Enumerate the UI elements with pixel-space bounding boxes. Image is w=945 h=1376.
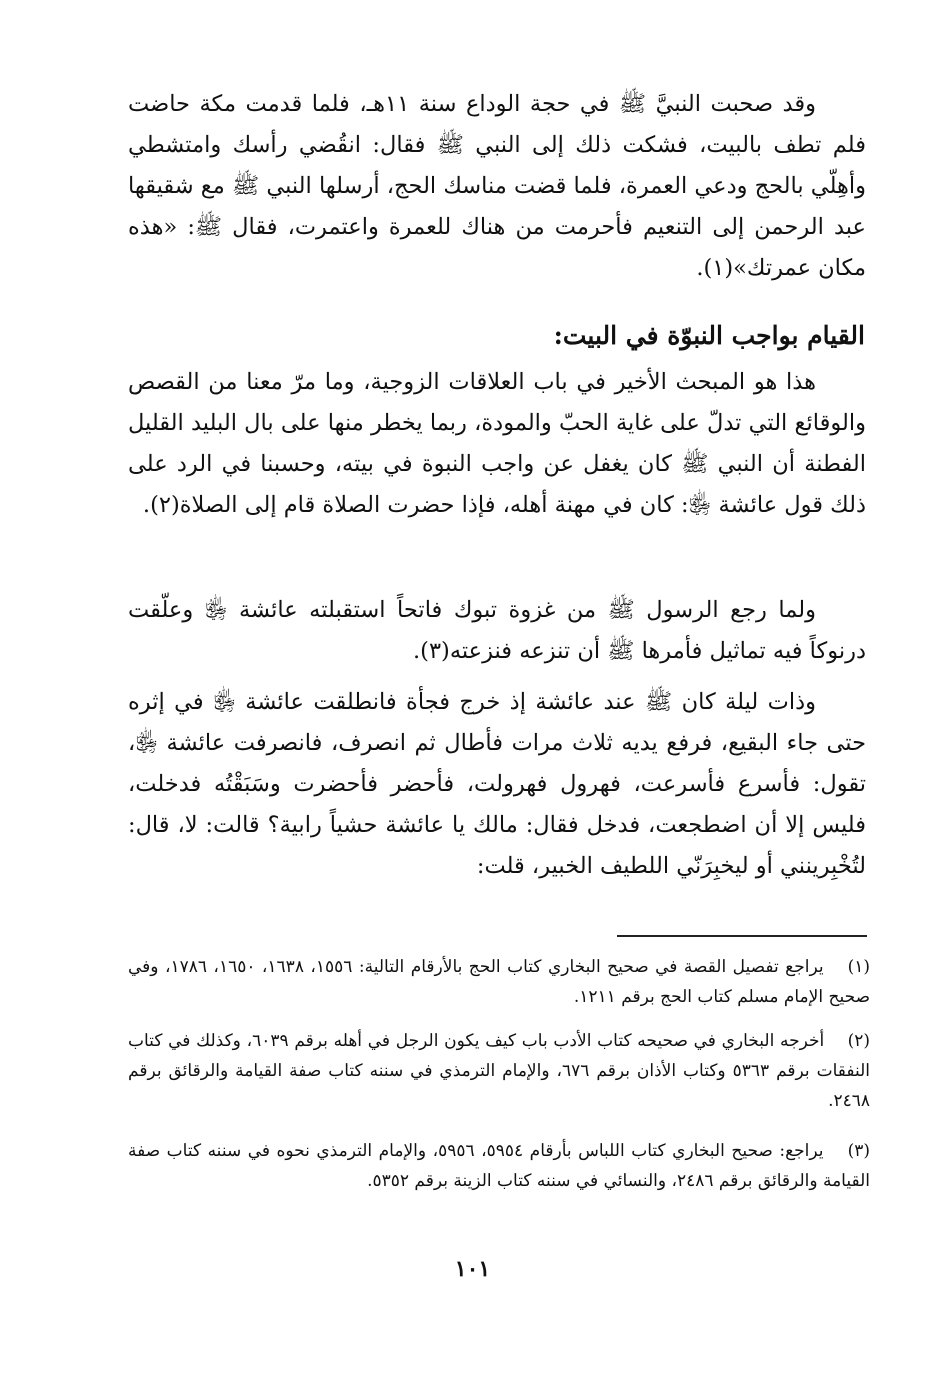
footnote-1 — [128, 952, 870, 1012]
footnote-2 — [128, 1026, 870, 1116]
paragraph-prophethood-duty: هذا هو المبحث الأخير في باب العلاقات الزوجية، وما مرّ معنا من القصص والوقائع التي تدلّ على غاية الحبّ والمودة، ربما يخطر منها على بال البليد القليل الفطنة أن النبي ﷺ كان يغفل عن واجب النبوة في بيته، وحسبنا في الرد على ذلك قول عائشة ﵂: كان في مهنة أهله، فإذا حضرت الصلاة قام إلى الصلاة(٢). — [128, 369, 866, 518]
footnote-number: (٣) — [847, 1141, 870, 1161]
footnote-number: (١) — [847, 957, 871, 977]
paragraph-baqi-night: وذات ليلة كان ﷺ عند عائشة إذ خرج فجأة فانطلقت عائشة ﵂ في إثره حتى جاء البقيع، فرفع يديه ثلاث مرات فأطال ثم انصرف، فانصرفت عائشة ﵂، تقول: فأسرع فأسرعت، فهرول فهرولت، فأحضر فأحضرت وسَبَقْتُه فدخلت، فليس إلا أن اضطجعت، فدخل فقال: مالك يا عائشة حشياً رابية؟ قالت: لا، قال: لتُخْبِرينني أو ليخبِرَنّي اللطيف الخبير، قلت: — [128, 689, 866, 879]
footnote-text: يراجع: صحيح البخاري كتاب اللباس بأرقام ٥٩٥٤، ٥٩٥٦، والإمام الترمذي نحوه في سننه كتاب صفة القيامة والرقائق برقم ٢٤٨٦، والنسائي في سننه كتاب الزينة برقم ٥٣٥٢. — [128, 1141, 870, 1191]
paragraph-hajj-story: وقد صحبت النبيَّ ﷺ في حجة الوداع سنة ١١هـ، فلما قدمت مكة حاضت فلم تطف بالبيت، فشكت ذلك إلى النبي ﷺ فقال: انقُضي رأسك وامتشطي وأهِلّي بالحج ودعي العمرة، فلما قضت مناسك الحج، أرسلها النبي ﷺ مع شقيقها عبد الرحمن إلى التنعيم فأحرمت من هناك للعمرة واعتمرت، فقال ﷺ: «هذه مكان عمرتك»(١). — [128, 91, 866, 281]
footnote-number: (٢) — [847, 1031, 870, 1051]
footnote-text: أخرجه البخاري في صحيحه كتاب الأدب باب كيف يكون الرجل في أهله برقم ٦٠٣٩، وكذلك في كتاب النفقات برقم ٥٣٦٣ وكتاب الأذان برقم ٦٧٦، والإمام الترمذي في سننه كتاب صفة القيامة والرقائق برقم ٢٤٦٨. — [128, 1031, 870, 1111]
paragraph-tabuk: ولما رجع الرسول ﷺ من غزوة تبوك فاتحاً استقبلته عائشة ﵂ وعلّقت درنوكاً فيه تماثيل فأمرها ﷺ أن تنزعه فنزعته(٣). — [128, 597, 866, 664]
footnote-3 — [128, 1136, 870, 1196]
footnote-divider — [617, 935, 867, 937]
page-number: ١٠١ — [454, 1256, 491, 1282]
footnote-text: يراجع تفصيل القصة في صحيح البخاري كتاب الحج بالأرقام التالية: ١٥٥٦، ١٦٣٨، ١٦٥٠، ١٧٨٦، وفي صحيح الإمام مسلم كتاب الحج برقم ١٢١١. — [128, 957, 870, 1007]
section-heading: القيام بواجب النبوّة في البيت: — [553, 321, 865, 350]
